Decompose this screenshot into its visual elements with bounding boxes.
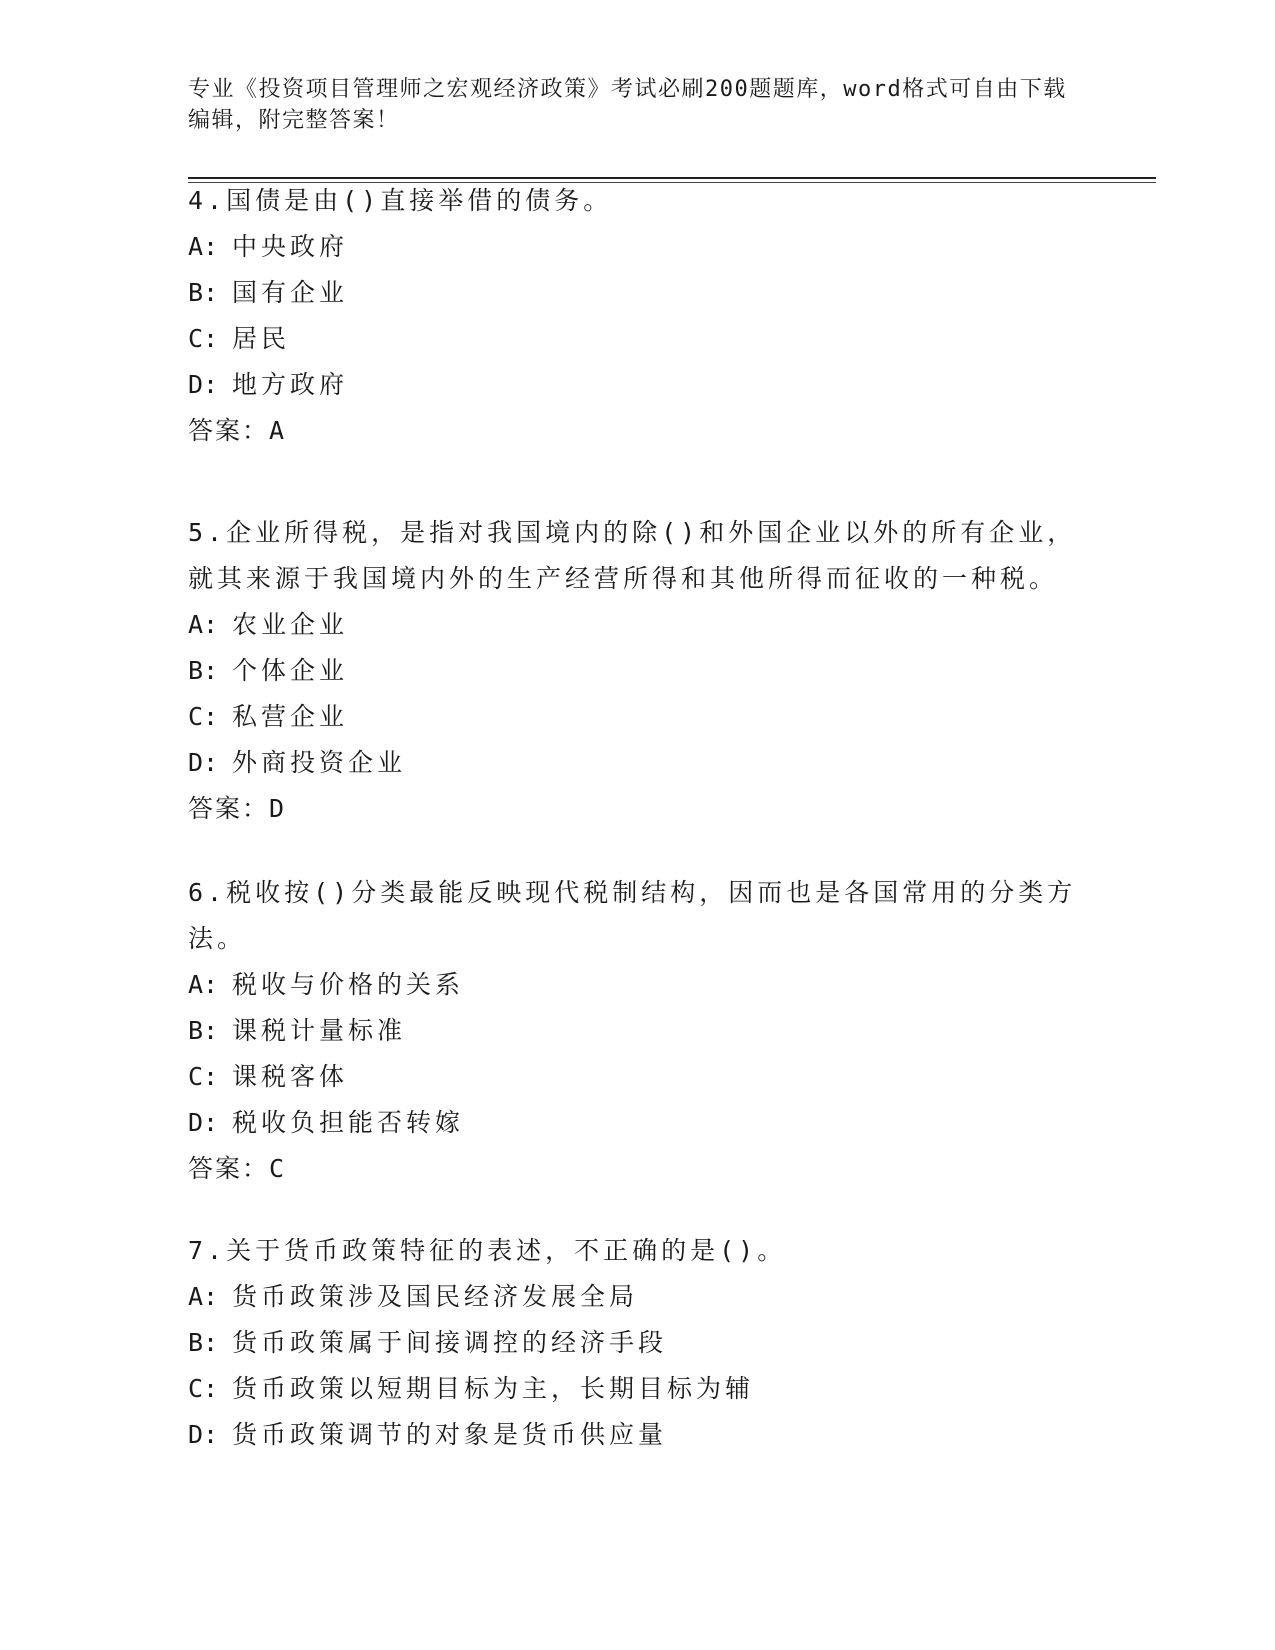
answer-label: 答案： — [188, 794, 270, 823]
option-d — [188, 1100, 1088, 1146]
answer-line — [188, 408, 1088, 454]
option-c — [188, 1366, 1088, 1412]
option-letter: D: — [188, 1108, 219, 1137]
option-b — [188, 1008, 1088, 1054]
answer-label: 答案： — [188, 1154, 270, 1183]
option-text: 货币政策涉及国民经济发展全局 — [232, 1282, 639, 1311]
question-6 — [188, 870, 1088, 1192]
option-text: 国有企业 — [232, 278, 349, 307]
question-5 — [188, 510, 1088, 832]
option-c — [188, 694, 1088, 740]
answer-value: A — [269, 416, 287, 445]
answer-value: D — [269, 794, 287, 823]
option-a — [188, 1274, 1088, 1320]
option-text: 个体企业 — [232, 656, 349, 685]
option-c — [188, 1054, 1088, 1100]
option-a — [188, 962, 1088, 1008]
answer-label: 答案： — [188, 416, 270, 445]
option-text: 课税客体 — [232, 1062, 349, 1091]
option-d — [188, 740, 1088, 786]
option-text: 货币政策以短期目标为主，长期目标为辅 — [232, 1374, 755, 1403]
option-text: 货币政策属于间接调控的经济手段 — [232, 1328, 668, 1357]
option-letter: D: — [188, 748, 219, 777]
answer-line — [188, 1146, 1088, 1192]
option-text: 中央政府 — [232, 232, 349, 261]
option-letter: A: — [188, 1282, 219, 1311]
option-letter: B: — [188, 1328, 219, 1357]
option-a — [188, 224, 1088, 270]
option-letter: C: — [188, 1062, 219, 1091]
option-text: 私营企业 — [232, 702, 349, 731]
option-b — [188, 270, 1088, 316]
option-text: 农业企业 — [232, 610, 349, 639]
option-letter: A: — [188, 232, 219, 261]
option-text: 居民 — [232, 324, 291, 353]
option-letter: C: — [188, 324, 219, 353]
option-text: 地方政府 — [232, 370, 349, 399]
question-text: 6.税收按()分类最能反映现代税制结构，因而也是各国常用的分类方法。 — [188, 878, 1077, 953]
answer-line — [188, 786, 1088, 832]
option-a — [188, 602, 1088, 648]
option-letter: D: — [188, 370, 219, 399]
option-b — [188, 648, 1088, 694]
question-text: 7.关于货币政策特征的表述，不正确的是()。 — [188, 1236, 787, 1265]
option-text: 外商投资企业 — [232, 748, 407, 777]
question-text: 4.国债是由()直接举借的债务。 — [188, 186, 613, 215]
option-letter: B: — [188, 278, 219, 307]
option-letter: B: — [188, 656, 219, 685]
option-d — [188, 1412, 1088, 1458]
option-letter: C: — [188, 1374, 219, 1403]
option-text: 课税计量标准 — [232, 1016, 407, 1045]
option-letter: D: — [188, 1420, 219, 1449]
option-letter: B: — [188, 1016, 219, 1045]
question-4 — [188, 178, 1088, 454]
option-text: 税收负担能否转嫁 — [232, 1108, 465, 1137]
option-letter: C: — [188, 702, 219, 731]
option-letter: A: — [188, 970, 219, 999]
option-letter: A: — [188, 610, 219, 639]
option-b — [188, 1320, 1088, 1366]
answer-value: C — [269, 1154, 287, 1183]
document-header-title: 专业《投资项目管理师之宏观经济政策》考试必刷200题题库，word格式可自由下载编辑，附完整答案！ — [188, 77, 1067, 133]
question-text: 5.企业所得税，是指对我国境内的除()和外国企业以外的所有企业，就其来源于我国境内外的生产经营所得和其他所得而征收的一种税。 — [188, 518, 1077, 593]
option-text: 税收与价格的关系 — [232, 970, 465, 999]
option-c — [188, 316, 1088, 362]
option-d — [188, 362, 1088, 408]
question-7 — [188, 1228, 1088, 1458]
option-text: 货币政策调节的对象是货币供应量 — [232, 1420, 668, 1449]
